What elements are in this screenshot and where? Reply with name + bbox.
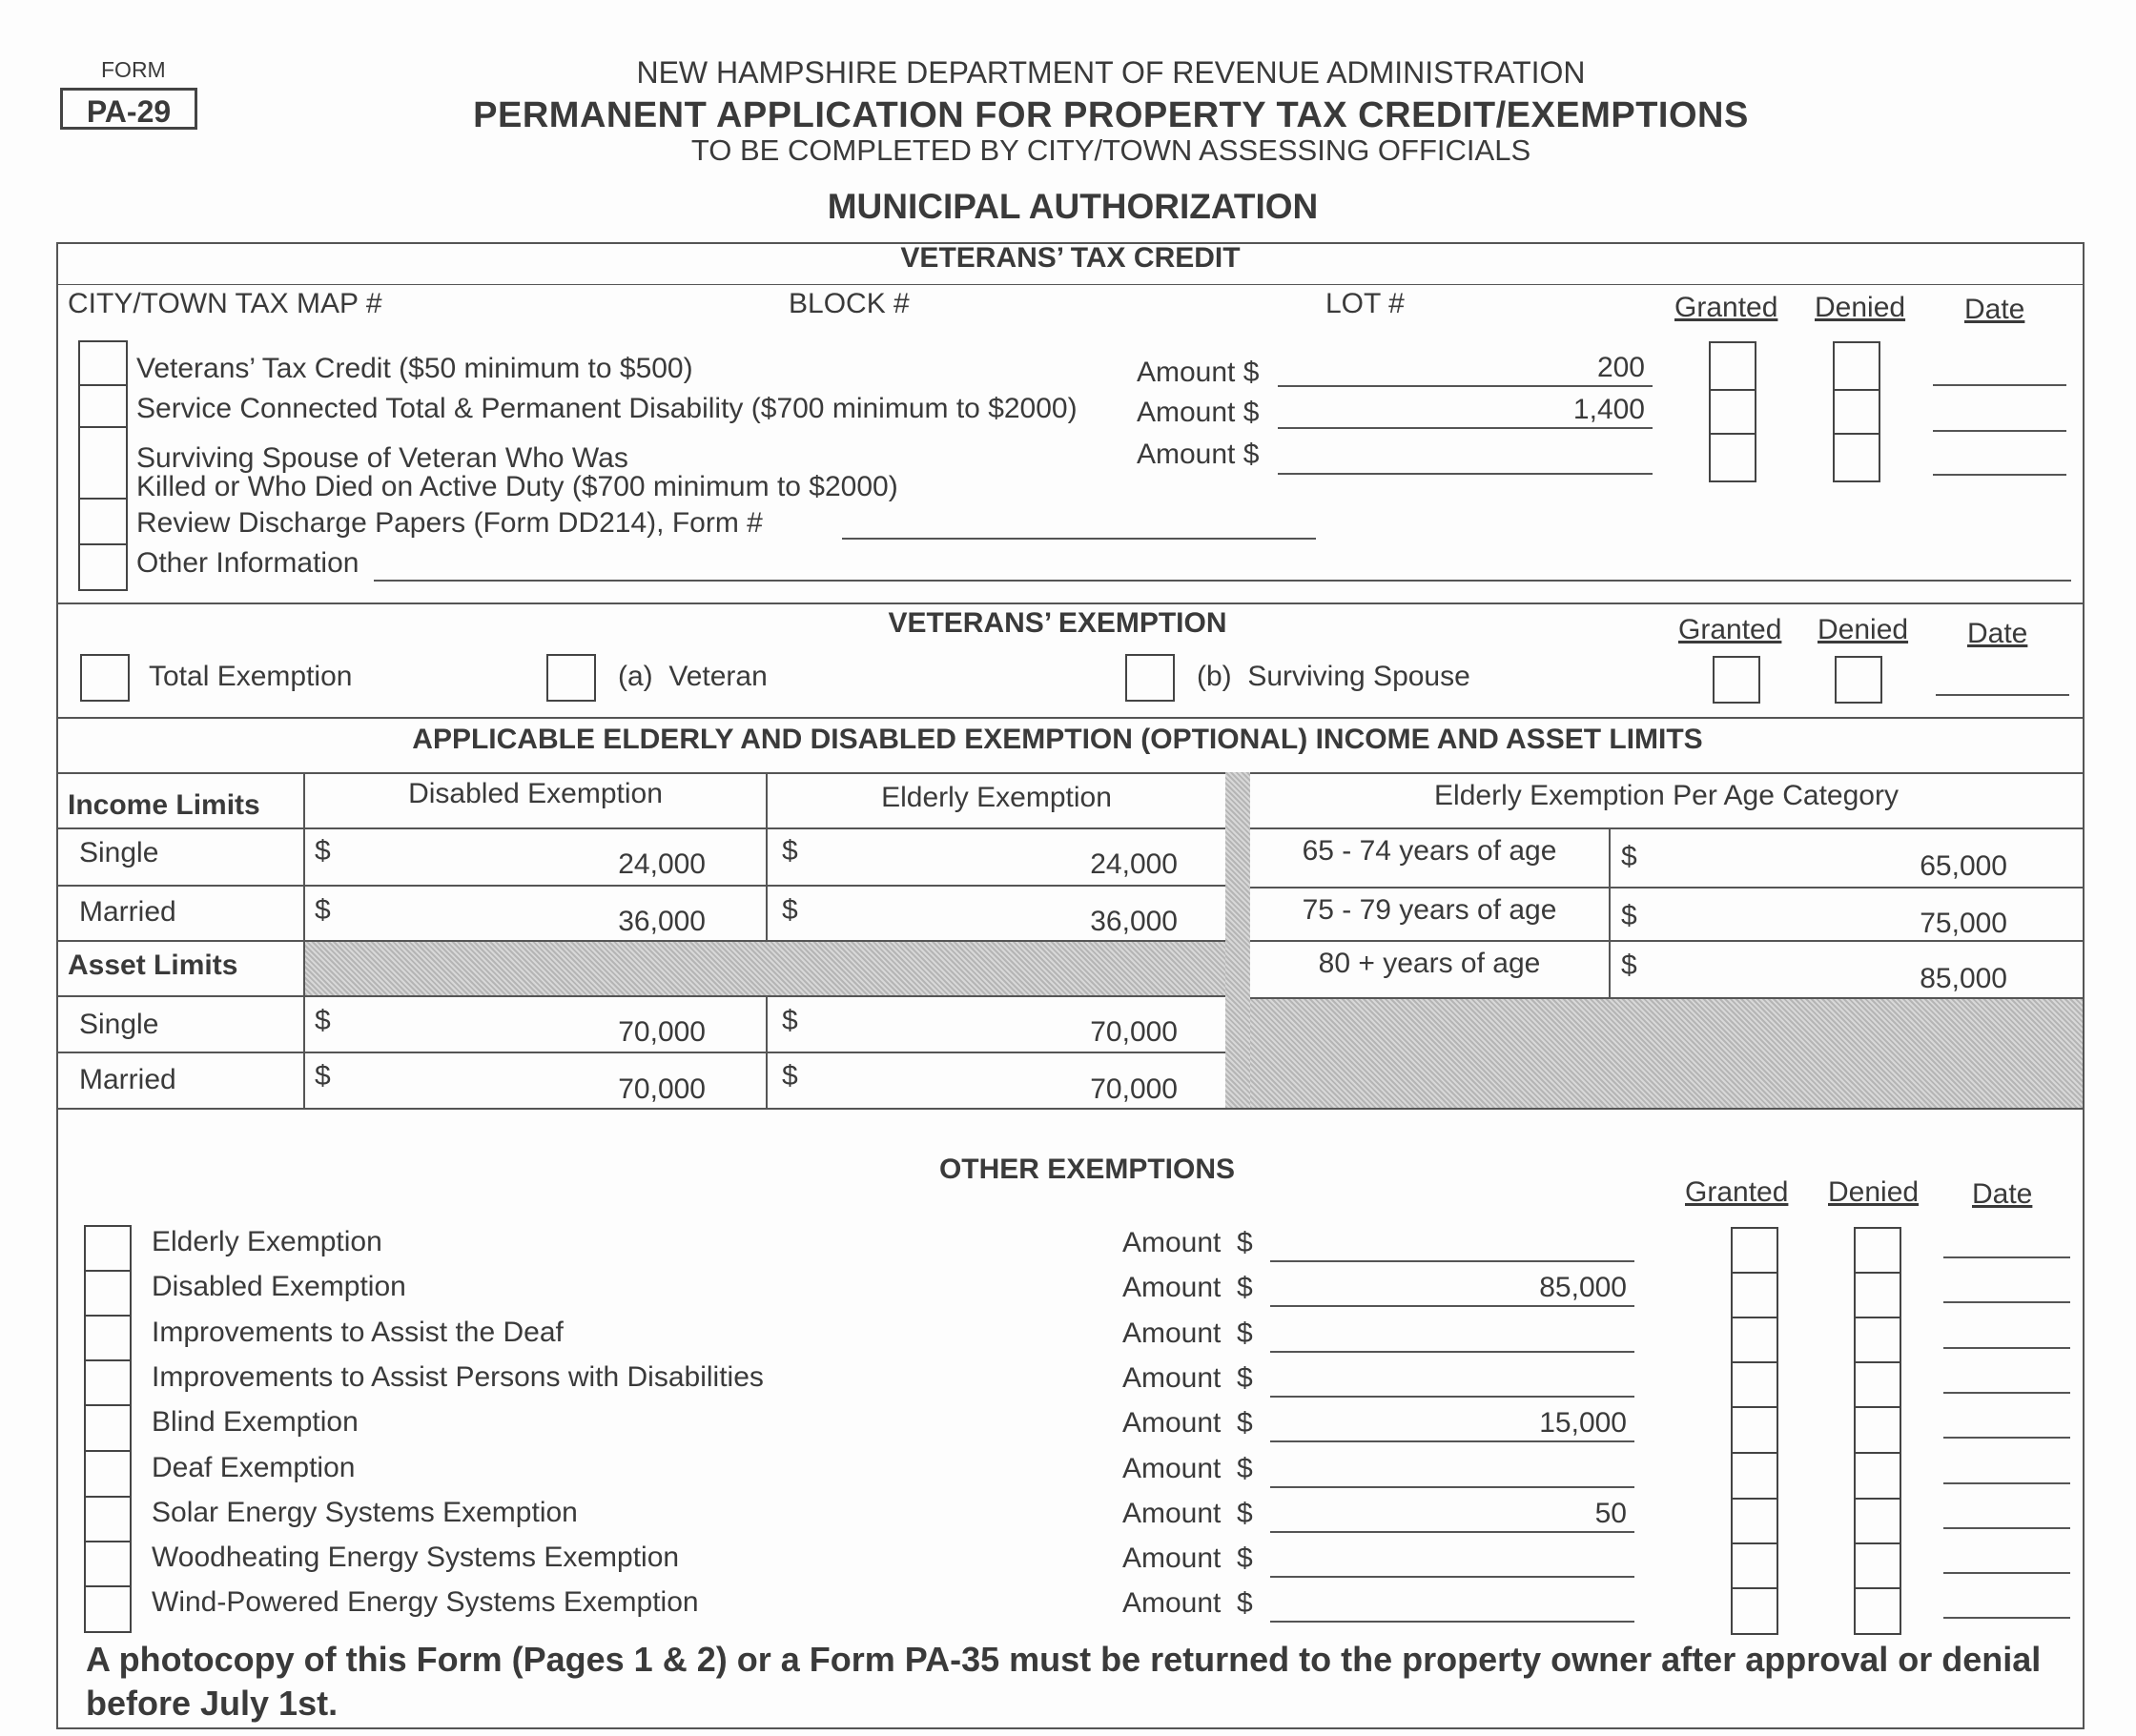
veteran-checkbox[interactable] [546,654,596,702]
veterans-credit-title: VETERANS’ TAX CREDIT [900,242,1241,274]
date-field[interactable] [1943,1437,2070,1439]
denied-checkbox[interactable] [1856,1589,1900,1633]
amount-field[interactable]: 1,400 [1278,395,1653,429]
granted-checkbox[interactable] [1733,1589,1777,1633]
limits-title: APPLICABLE ELDERLY AND DISABLED EXEMPTION (OPTIONAL) INCOME AND ASSET LIMITS [412,724,1703,755]
granted-header: Granted [1685,1176,1789,1208]
denied-checkbox[interactable] [1835,435,1879,480]
age-row-label: 65 - 74 years of age [1302,835,1557,867]
income-elderly-single: 24,000 [1090,848,1178,880]
income-disabled-married: 36,000 [618,906,706,937]
other-exemption-label: Elderly Exemption [152,1226,382,1257]
denied-checkbox-stack [1854,1227,1901,1635]
amount-field[interactable] [1270,1363,1634,1398]
lot-label: LOT # [1325,288,1405,319]
granted-checkbox-stack [1709,341,1756,482]
grid-line [1250,827,2083,829]
date-field[interactable] [1933,384,2066,386]
department-name: NEW HAMPSHIRE DEPARTMENT OF REVENUE ADMINISTRATION [636,55,1586,90]
tax-map-label: CITY/TOWN TAX MAP # [68,288,382,319]
amount-field[interactable]: 85,000 [1270,1273,1634,1307]
dollar-sign: $ [782,1060,798,1092]
checkbox-surviving-spouse[interactable] [80,428,126,500]
amount-label: Amount $ [1122,1272,1253,1303]
income-limits-label: Income Limits [68,789,260,821]
review-discharge-label: Review Discharge Papers (Form DD214), Form # [136,507,763,539]
granted-header: Granted [1674,292,1778,323]
item-label: Killed or Who Died on Active Duty ($700 minimum to $2000) [136,471,898,502]
checkbox-solar[interactable] [86,1498,130,1542]
date-field[interactable] [1933,474,2066,476]
age-category-header: Elderly Exemption Per Age Category [1434,780,1899,811]
dollar-sign: $ [315,835,331,867]
denied-checkbox[interactable] [1856,1500,1900,1544]
denied-checkbox[interactable] [1835,656,1882,704]
date-header: Date [1967,618,2028,649]
amount-field[interactable]: 15,000 [1270,1408,1634,1442]
asset-elderly-single: 70,000 [1090,1016,1178,1048]
checkbox-review-discharge[interactable] [80,500,126,545]
asset-disabled-married: 70,000 [618,1073,706,1105]
granted-checkbox[interactable] [1733,1363,1777,1408]
item-label: Service Connected Total & Permanent Disability ($700 minimum to $2000) [136,393,1078,424]
row-label: Single [79,837,159,868]
asset-limits-label: Asset Limits [68,950,238,981]
denied-checkbox[interactable] [1835,343,1879,391]
amount-label: Amount $ [1122,1227,1253,1258]
dollar-sign: $ [1621,950,1637,981]
age-75-79-value: 75,000 [1920,908,2007,939]
dollar-sign: $ [782,1005,798,1036]
date-field[interactable] [1943,1301,2070,1303]
asset-disabled-single: 70,000 [618,1016,706,1048]
checkbox-service-disability[interactable] [80,386,126,428]
form-subtitle: TO BE COMPLETED BY CITY/TOWN ASSESSING OFFICIALS [690,133,1531,167]
other-exemption-label: Wind-Powered Energy Systems Exemption [152,1586,699,1618]
other-exemption-label: Blind Exemption [152,1406,359,1438]
checkbox-deaf[interactable] [86,1452,130,1498]
footer-note: A photocopy of this Form (Pages 1 & 2) or a Form PA-35 must be returned to the property owner after approval or denial before July 1st. [86,1640,2042,1723]
amount-field[interactable] [1270,1543,1634,1578]
granted-checkbox[interactable] [1733,1454,1777,1500]
form-number-box: PA-29 [60,88,197,130]
date-field[interactable] [1943,1392,2070,1394]
denied-checkbox[interactable] [1856,1363,1900,1408]
dollar-sign: $ [1621,841,1637,872]
granted-checkbox[interactable] [1733,1274,1777,1318]
dollar-sign: $ [315,894,331,926]
checkbox-other-info[interactable] [80,545,126,589]
granted-checkbox-stack [1731,1227,1778,1635]
dollar-sign: $ [315,1060,331,1092]
date-field[interactable] [1936,694,2069,696]
grid-line [58,1052,1225,1053]
granted-header: Granted [1678,614,1782,645]
amount-label: Amount $ [1122,1362,1253,1394]
grid-line [58,885,1225,887]
date-field[interactable] [1943,1482,2070,1484]
row-label: Single [79,1009,159,1040]
checkbox-disability-improvements[interactable] [86,1361,130,1406]
row-label: Married [79,1064,176,1095]
date-field[interactable] [1943,1527,2070,1529]
dollar-sign: $ [782,894,798,926]
other-info-field[interactable] [374,549,2071,582]
other-exemption-label: Solar Energy Systems Exemption [152,1497,578,1528]
row-label: Married [79,896,176,928]
hatched-separator [1225,772,1250,1108]
dollar-sign: $ [1621,900,1637,931]
grid-line [1250,887,2083,888]
amount-field[interactable]: 50 [1270,1499,1634,1533]
checkbox-veterans-credit[interactable] [80,342,126,386]
amount-field[interactable] [1270,1588,1634,1623]
dollar-sign: $ [315,1005,331,1036]
granted-checkbox[interactable] [1733,1318,1777,1363]
grid-line [1609,827,1611,999]
amount-label: Amount $ [1137,439,1260,470]
denied-checkbox[interactable] [1856,1274,1900,1318]
granted-checkbox[interactable] [1711,391,1755,435]
granted-checkbox[interactable] [1733,1229,1777,1274]
date-field[interactable] [1933,430,2066,432]
granted-checkbox[interactable] [1733,1500,1777,1544]
other-exemption-label: Improvements to Assist the Deaf [152,1317,564,1348]
form-label: FORM [101,57,166,82]
grid-line [1250,940,2083,942]
denied-header: Denied [1818,614,1909,645]
amount-field[interactable] [1270,1318,1634,1353]
granted-checkbox[interactable] [1711,435,1755,480]
veteran-label: (a) Veteran [618,661,768,692]
grid-line [58,827,1225,829]
denied-checkbox[interactable] [1835,391,1879,435]
hatched-empty-area [1250,999,2083,1108]
income-elderly-married: 36,000 [1090,906,1178,937]
amount-field[interactable] [1278,440,1653,475]
amount-label: Amount $ [1137,357,1260,388]
denied-header: Denied [1828,1176,1920,1208]
form-title: PERMANENT APPLICATION FOR PROPERTY TAX CREDIT/EXEMPTIONS [473,95,1749,135]
other-exemption-label: Woodheating Energy Systems Exemption [152,1542,680,1573]
denied-checkbox[interactable] [1856,1544,1900,1589]
checkbox-blind[interactable] [86,1406,130,1452]
other-exemption-label: Disabled Exemption [152,1271,406,1302]
amount-label: Amount $ [1122,1317,1253,1349]
granted-checkbox[interactable] [1713,656,1760,704]
checkbox-elderly[interactable] [86,1227,130,1272]
amount-label: Amount $ [1122,1407,1253,1439]
surviving-spouse-label: (b) Surviving Spouse [1197,661,1470,692]
denied-header: Denied [1815,292,1906,323]
amount-label: Amount $ [1122,1453,1253,1484]
denied-checkbox[interactable] [1856,1318,1900,1363]
income-disabled-single: 24,000 [618,848,706,880]
granted-checkbox[interactable] [1711,343,1755,391]
denied-checkbox[interactable] [1856,1408,1900,1454]
age-80-plus-value: 85,000 [1920,963,2007,994]
section-heading: MUNICIPAL AUTHORIZATION [827,187,1319,226]
asset-elderly-married: 70,000 [1090,1073,1178,1105]
discharge-form-field[interactable] [842,507,1316,540]
elderly-exemption-header: Elderly Exemption [881,782,1112,813]
denied-checkbox[interactable] [1856,1229,1900,1274]
denied-checkbox[interactable] [1856,1454,1900,1500]
amount-label: Amount $ [1137,397,1260,428]
divider [58,717,2083,719]
dollar-sign: $ [782,835,798,867]
amount-label: Amount $ [1122,1498,1253,1529]
date-header: Date [1964,294,2025,325]
granted-checkbox[interactable] [1733,1408,1777,1454]
veterans-credit-checkbox-stack [78,340,128,591]
veterans-exemption-title: VETERANS’ EXEMPTION [888,607,1227,639]
hatched-asset-header [305,942,1225,995]
checkbox-deaf-improvements[interactable] [86,1317,130,1361]
other-exemption-label: Deaf Exemption [152,1452,356,1483]
item-label: Veterans’ Tax Credit ($50 minimum to $500) [136,353,693,384]
amount-field[interactable]: 200 [1278,353,1653,387]
denied-checkbox-stack [1833,341,1880,482]
age-row-label: 75 - 79 years of age [1302,894,1557,926]
other-exemption-label: Improvements to Assist Persons with Disabilities [152,1361,764,1393]
date-field[interactable] [1943,1572,2070,1574]
grid-line [58,1108,2083,1110]
checkbox-disabled[interactable] [86,1272,130,1317]
surviving-spouse-checkbox[interactable] [1125,654,1175,702]
total-exemption-checkbox[interactable] [80,654,130,702]
date-header: Date [1972,1178,2033,1210]
checkbox-woodheating[interactable] [86,1542,130,1587]
disabled-exemption-header: Disabled Exemption [408,778,663,809]
divider [58,284,2083,285]
total-exemption-label: Total Exemption [149,661,353,692]
other-exemptions-title: OTHER EXEMPTIONS [938,1154,1236,1185]
other-exemption-checkbox-stack [84,1225,132,1633]
divider [58,602,2083,604]
amount-field[interactable] [1270,1228,1634,1262]
divider [58,772,2083,774]
age-65-74-value: 65,000 [1920,850,2007,882]
date-field[interactable] [1943,1256,2070,1258]
date-field[interactable] [1943,1617,2070,1619]
age-row-label: 80 + years of age [1318,948,1541,979]
amount-label: Amount $ [1122,1587,1253,1619]
amount-field[interactable] [1270,1454,1634,1488]
grid-line [58,995,1225,997]
other-info-label: Other Information [136,547,359,579]
date-field[interactable] [1943,1347,2070,1349]
checkbox-wind[interactable] [86,1587,130,1631]
block-label: BLOCK # [789,288,910,319]
item-label: Surviving Spouse of Veteran Who Was [136,442,628,474]
grid-line [1250,997,2083,999]
amount-label: Amount $ [1122,1542,1253,1574]
granted-checkbox[interactable] [1733,1544,1777,1589]
